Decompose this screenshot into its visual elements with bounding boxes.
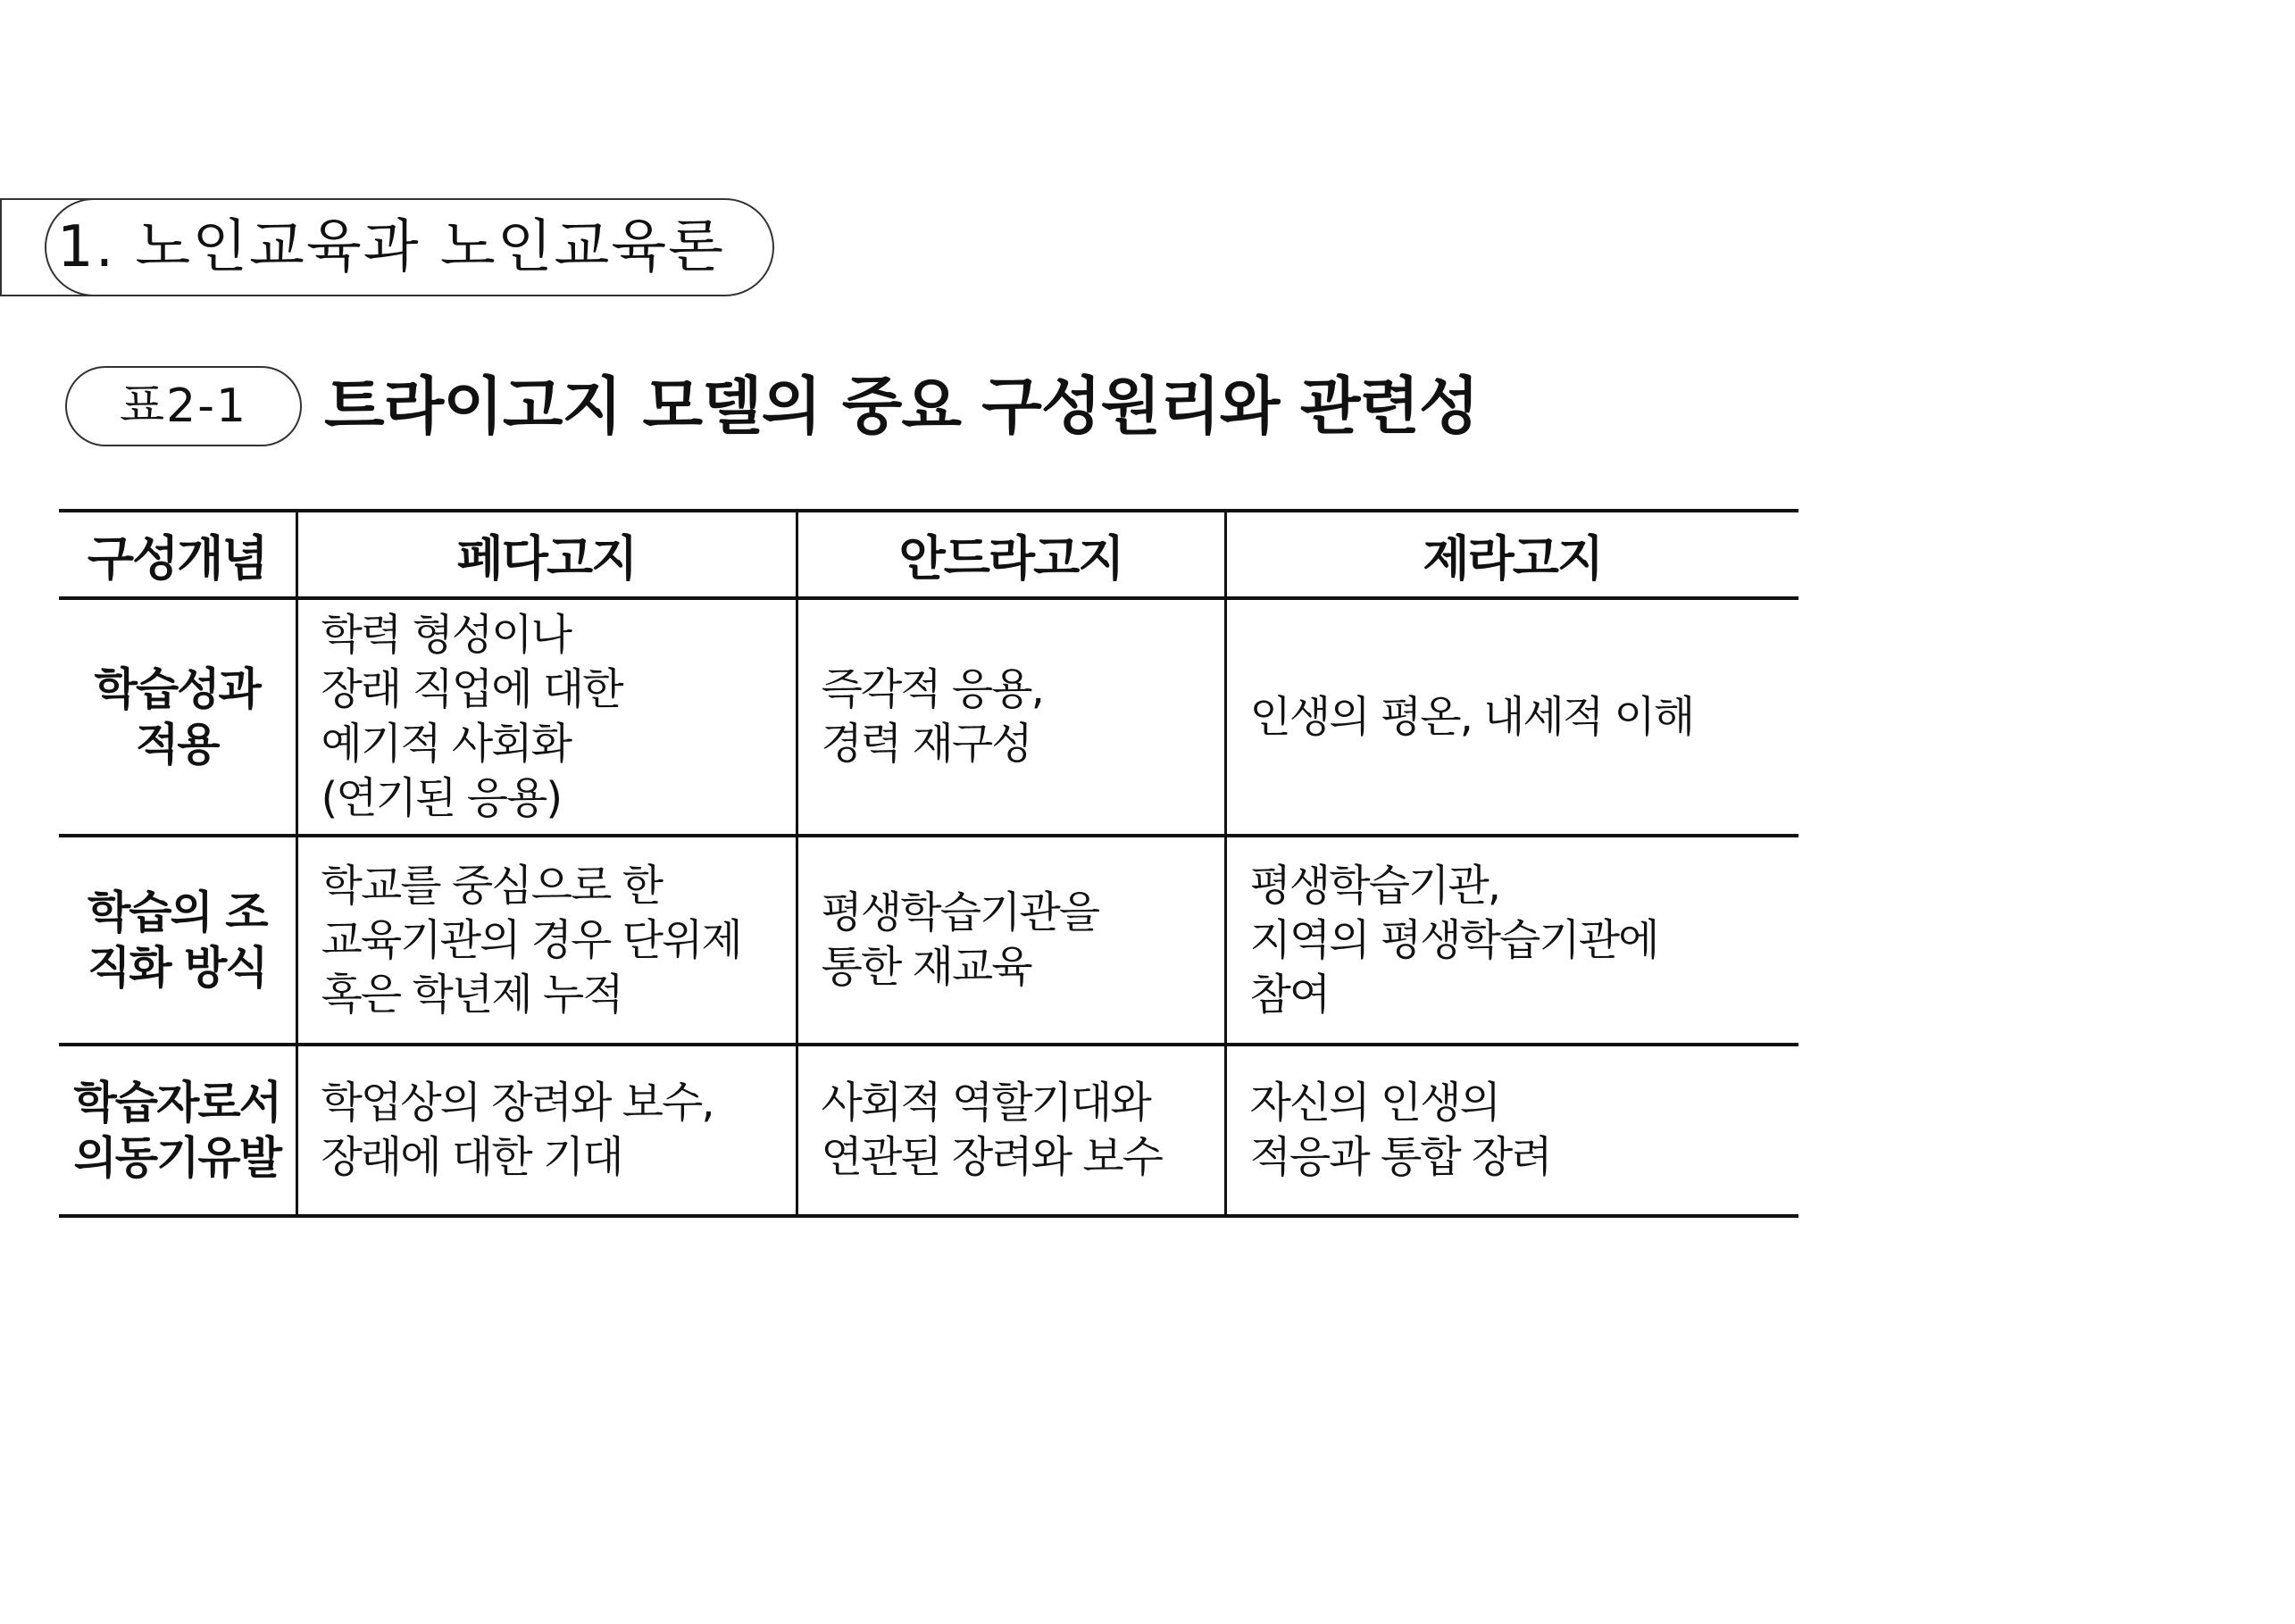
cell-geragogy bbox=[1225, 836, 1798, 1045]
row-header-organization bbox=[59, 836, 296, 1045]
cell-line: 즉각적 응용, bbox=[821, 664, 1043, 714]
table-number-badge: 표2-1 bbox=[65, 366, 302, 446]
cell-line: 평생학습기관을 bbox=[821, 887, 1099, 937]
cell-pedagogy bbox=[296, 1045, 797, 1216]
table-row bbox=[59, 598, 1798, 836]
cell-geragogy bbox=[1225, 1045, 1798, 1216]
cell-andragogy bbox=[797, 836, 1225, 1045]
cell-line: 학습의 조 bbox=[87, 887, 267, 938]
cell-line: 직화 방식 bbox=[87, 942, 267, 994]
cell-line: 연관된 장려와 보수 bbox=[821, 1132, 1162, 1182]
cell-line: 학업상의 장려와 보수, bbox=[321, 1078, 714, 1128]
cell-line: 학력 형성이나 bbox=[321, 610, 571, 660]
cell-line: 학교를 중심으로 한 bbox=[321, 860, 662, 911]
cell-line: 적응과 통합 장려 bbox=[1249, 1132, 1551, 1182]
table-title: 트라이고지 모델의 중요 구성원리와 관련성 bbox=[324, 370, 1479, 443]
cell-line: 학습성과 bbox=[94, 663, 260, 715]
table-header-row bbox=[59, 511, 1798, 598]
column-header-geragogy: 제라고지 bbox=[1225, 511, 1798, 598]
cell-line: 예기적 사회화 bbox=[321, 719, 571, 769]
cell-line: 교육기관의 경우 단위제 bbox=[321, 914, 741, 965]
cell-line: 사회적 역할기대와 bbox=[821, 1078, 1150, 1128]
cell-line: 자신의 인생의 bbox=[1249, 1078, 1499, 1128]
cell-line: 의동기유발 bbox=[73, 1132, 280, 1184]
cell-geragogy bbox=[1225, 598, 1798, 836]
cell-pedagogy bbox=[296, 598, 797, 836]
cell-line: 혹은 학년제 누적 bbox=[321, 969, 622, 1020]
cell-line: 학습자로서 bbox=[73, 1077, 280, 1128]
section-title: 1. 노인교육과 노인교육론 bbox=[57, 214, 725, 280]
cell-line: 지역의 평생학습기관에 bbox=[1249, 914, 1658, 965]
table-row bbox=[59, 836, 1798, 1045]
cell-line: 경력 재구성 bbox=[821, 719, 1031, 769]
column-header-pedagogy: 페다고지 bbox=[296, 511, 797, 598]
table-caption bbox=[65, 366, 1494, 450]
cell-line: 평생학습기관, bbox=[1249, 860, 1499, 911]
concept-table bbox=[59, 509, 1798, 1218]
cell-line: 적용 bbox=[135, 719, 219, 770]
cell-line: (연기된 응용) bbox=[321, 773, 562, 823]
table-row bbox=[59, 1045, 1798, 1216]
cell-line: 인생의 평온, 내세적 이해 bbox=[1249, 691, 1694, 742]
cell-andragogy bbox=[797, 1045, 1225, 1216]
cell-line: 통한 재교육 bbox=[821, 942, 1031, 992]
cell-line: 장래 직업에 대한 bbox=[321, 664, 622, 714]
row-header-learning-outcome bbox=[59, 598, 296, 836]
column-header-andragogy: 안드라고지 bbox=[797, 511, 1225, 598]
cell-pedagogy bbox=[296, 836, 797, 1045]
row-header-motivation bbox=[59, 1045, 296, 1216]
cell-line: 장래에 대한 기대 bbox=[321, 1132, 622, 1182]
column-header-concept: 구성개념 bbox=[59, 511, 296, 598]
section-header bbox=[0, 198, 774, 296]
cell-line: 참여 bbox=[1249, 969, 1330, 1020]
cell-andragogy bbox=[797, 598, 1225, 836]
